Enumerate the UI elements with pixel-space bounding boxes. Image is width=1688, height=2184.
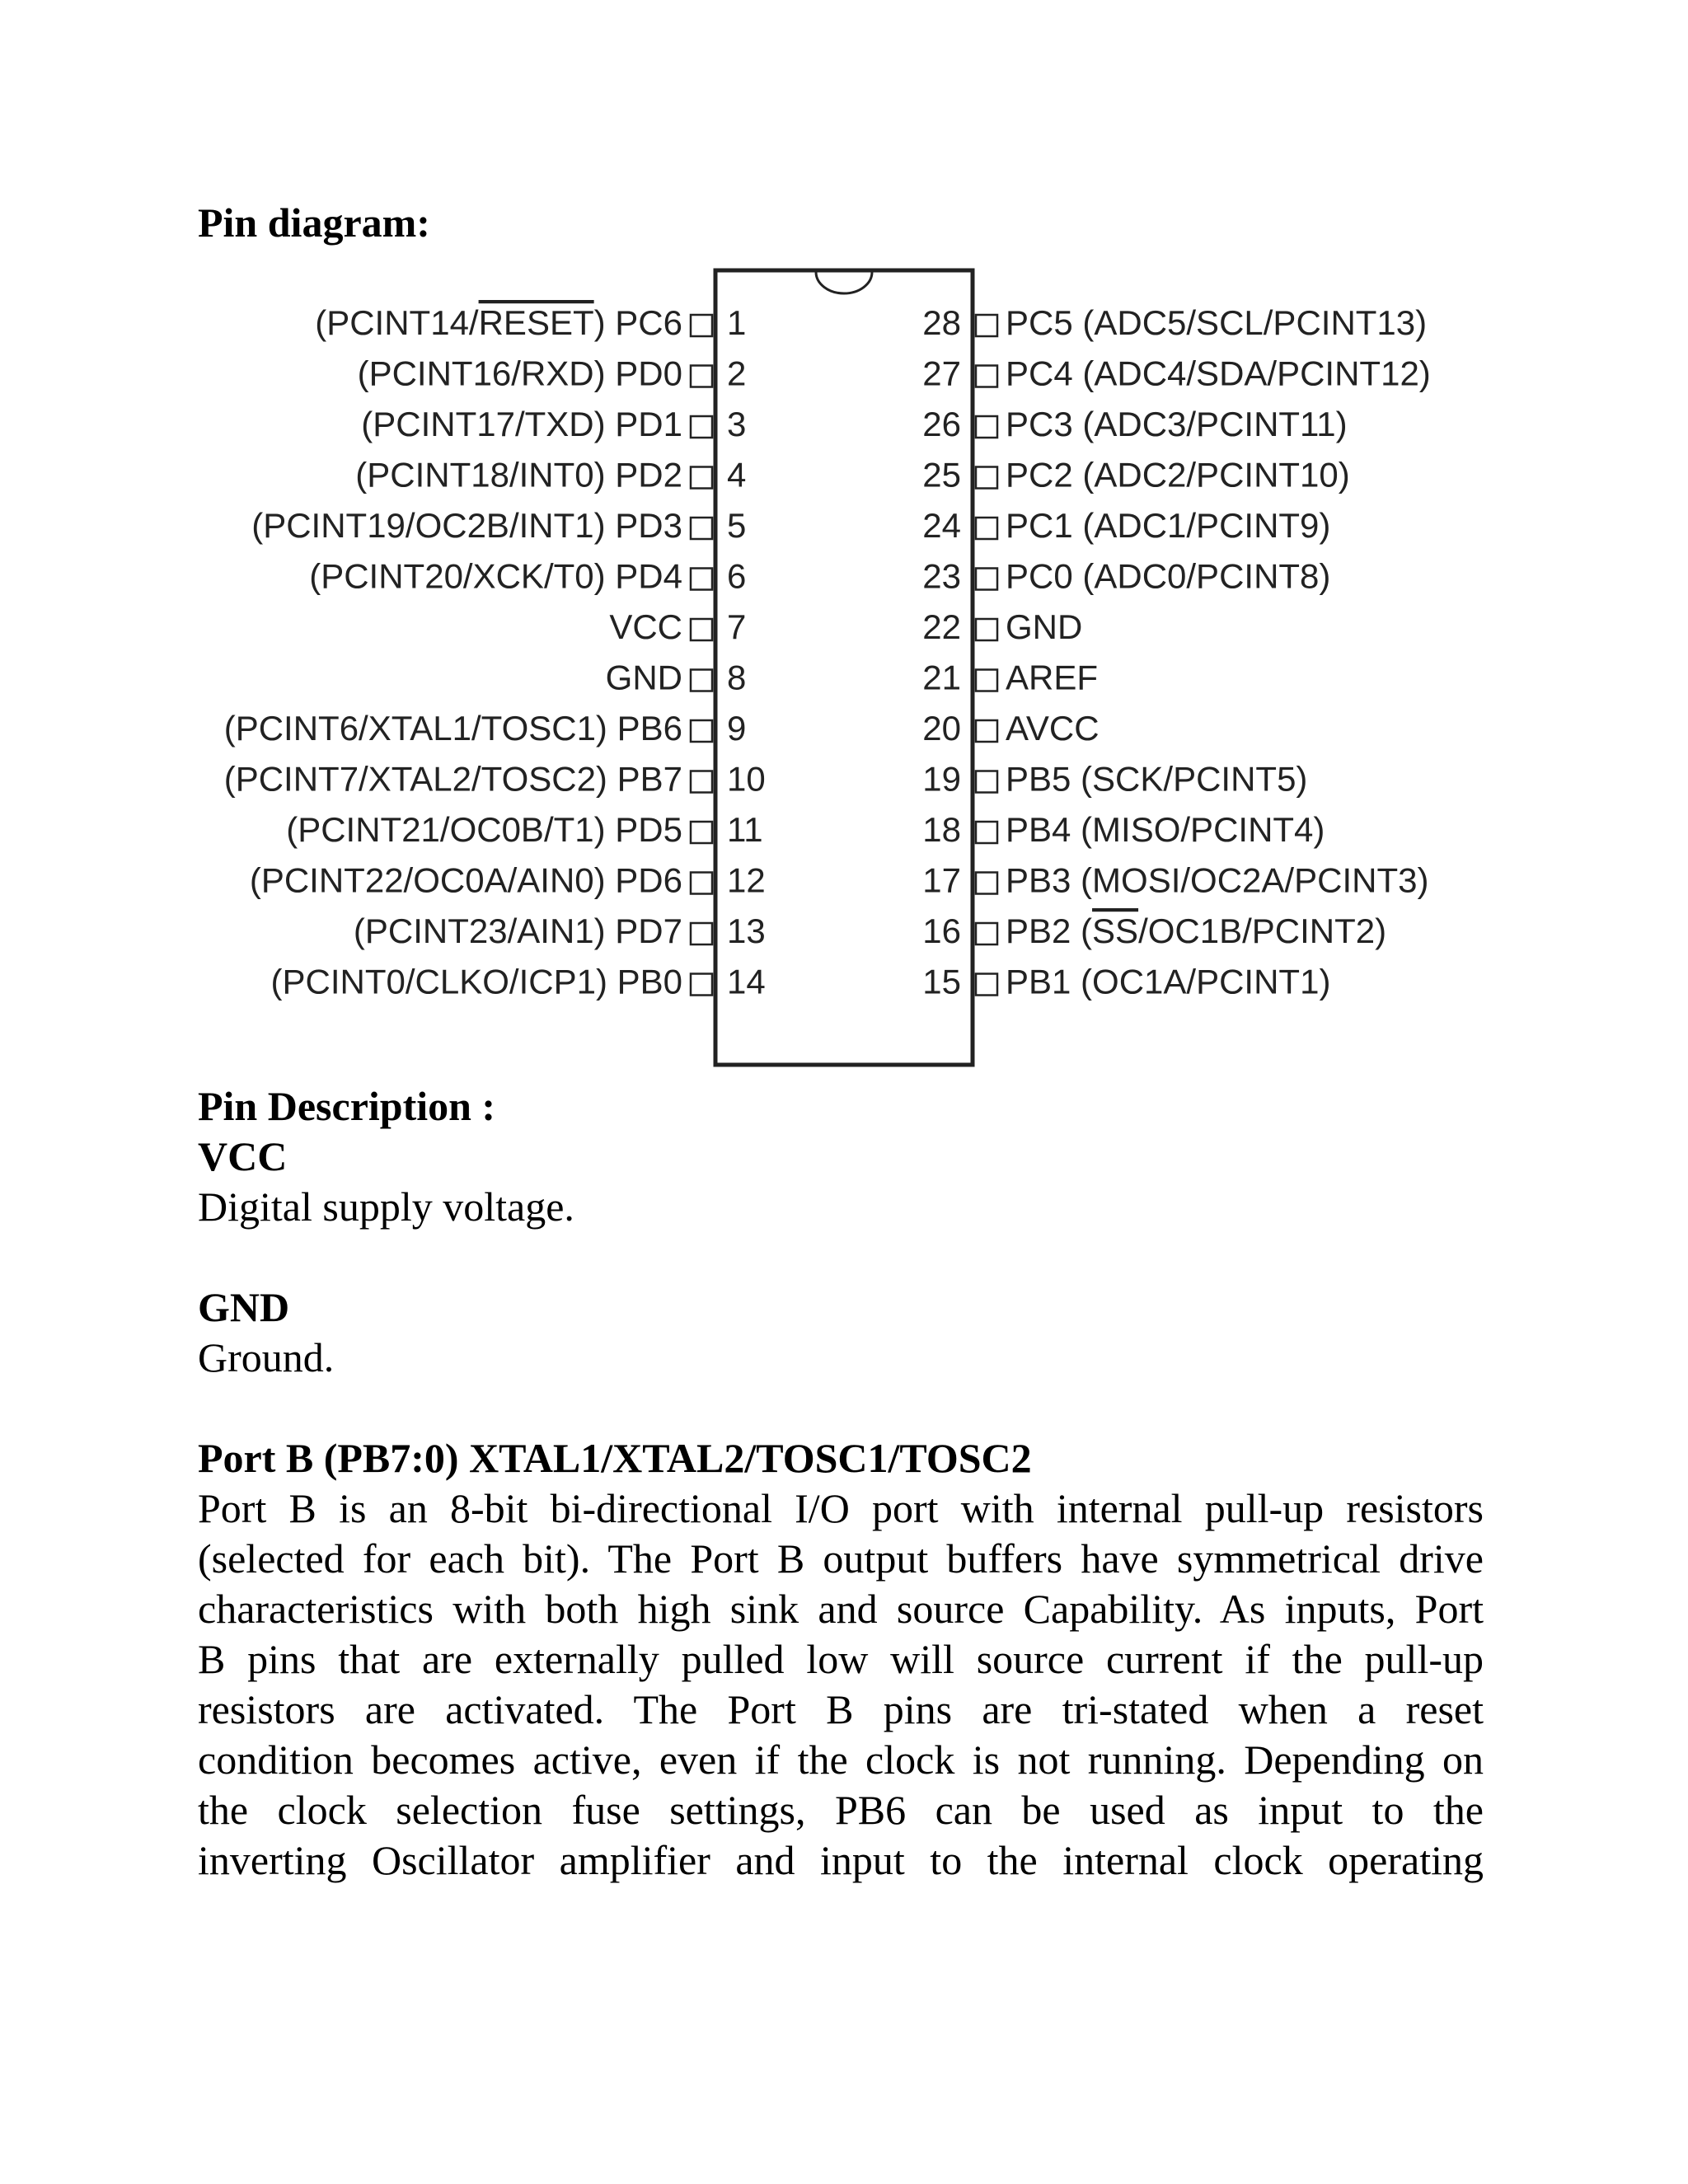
pin-number: 26: [922, 405, 961, 443]
gnd-description: Ground.: [198, 1334, 335, 1380]
paragraph-line: (selected for each bit). The Port B output buffers have symmetrical drive: [198, 1535, 1484, 1582]
pin-pad: [691, 315, 712, 336]
pin-label: (PCINT20/XCK/T0) PD4: [309, 556, 682, 596]
pin-number: 14: [727, 962, 766, 1001]
pin-diagram-heading: Pin diagram:: [198, 199, 430, 246]
pin-row-right: [922, 810, 1325, 849]
pin-pad: [976, 822, 997, 843]
pin-row-left: [355, 456, 746, 494]
pin-label: (PCINT7/XTAL2/TOSC2) PB7: [223, 759, 682, 799]
pin-diagram: [0, 247, 1688, 1088]
pin-row-right: [922, 506, 1330, 545]
pin-number: 9: [727, 709, 747, 748]
pin-number: 27: [922, 354, 961, 393]
pin-row-right: [922, 963, 1330, 1001]
pin-pad: [691, 974, 712, 996]
pin-number: 19: [922, 759, 961, 799]
pin-row-right: [922, 658, 1098, 697]
port-b-paragraph: [198, 1483, 1484, 1886]
pin-pad: [691, 720, 712, 742]
pin-number: 13: [727, 912, 766, 950]
pin-pad: [691, 619, 712, 640]
pin-number: 22: [922, 607, 961, 646]
pin-number: 12: [727, 860, 766, 900]
pin-number: 18: [922, 810, 961, 849]
vcc-heading: VCC: [198, 1133, 288, 1179]
pin-label: PB5 (SCK/PCINT5): [1006, 759, 1308, 799]
pin-label: (PCINT0/CLKO/ICP1) PB0: [270, 962, 682, 1001]
pin-label: AVCC: [1006, 709, 1100, 748]
pin-number: 8: [727, 658, 747, 697]
pin-pad: [691, 771, 712, 793]
pin-label: PC5 (ADC5/SCL/PCINT13): [1006, 303, 1428, 342]
pin-label: (PCINT17/TXD) PD1: [361, 405, 682, 443]
pin-number: 25: [922, 455, 961, 494]
pin-number: 3: [727, 405, 747, 443]
pin-pad: [691, 518, 712, 539]
pin-row-right: [922, 607, 1082, 646]
pin-number: 24: [922, 506, 961, 545]
pin-label: PC3 (ADC3/PCINT11): [1006, 405, 1348, 443]
port-b-heading: Port B (PB7:0) XTAL1/XTAL2/TOSC1/TOSC2: [198, 1435, 1032, 1481]
pin-label: PB2 (SS/OC1B/PCINT2): [1006, 912, 1387, 950]
pin-pad: [976, 416, 997, 438]
pin-row-right: [922, 861, 1428, 900]
pin-row-right: [922, 405, 1347, 443]
pin-number: 1: [727, 303, 747, 342]
pin-pad: [976, 974, 997, 996]
paragraph-line: the clock selection fuse settings, PB6 can be used as input to the: [198, 1787, 1484, 1833]
pin-pad: [976, 467, 997, 489]
pin-pad: [976, 771, 997, 793]
pin-number: 6: [727, 556, 747, 596]
pin-label: PC1 (ADC1/PCINT9): [1006, 506, 1331, 545]
pin-number: 20: [922, 709, 961, 748]
pin-number: 16: [922, 912, 961, 950]
pin-row-left: [309, 557, 746, 596]
pin-label: PB4 (MISO/PCINT4): [1006, 810, 1325, 849]
pin-row-left: [224, 709, 747, 748]
pin-row-left: [315, 303, 746, 342]
pin-label: PC0 (ADC0/PCINT8): [1006, 556, 1331, 596]
pin-pad: [976, 670, 997, 691]
pin-pad: [691, 366, 712, 387]
pin-number: 4: [727, 455, 747, 494]
pin-row-left: [224, 760, 766, 799]
pin-row-left: [354, 912, 766, 950]
paragraph-line: inverting Oscillator amplifier and input to the internal clock operating: [198, 1837, 1484, 1883]
pin-pad: [976, 720, 997, 742]
pin-row-left: [250, 861, 766, 900]
paragraph-line: B pins that are externally pulled low will source current if the pull-up: [198, 1636, 1484, 1682]
pin-pad: [691, 416, 712, 438]
pin-pad: [691, 822, 712, 843]
pin-row-right: [922, 354, 1431, 393]
pin-pad: [976, 569, 997, 590]
pin-row-right: [922, 456, 1349, 494]
pin-label: PC4 (ADC4/SDA/PCINT12): [1006, 354, 1431, 393]
pin-pad: [691, 467, 712, 489]
pin-row-left: [271, 963, 766, 1001]
pin-label: VCC: [609, 607, 682, 646]
pin-label: (PCINT14/RESET) PC6: [315, 303, 682, 342]
paragraph-line: Port B is an 8-bit bi-directional I/O port with internal pull-up resistors: [198, 1485, 1484, 1531]
pin-pad: [976, 923, 997, 944]
pin-number: 7: [727, 607, 747, 646]
pin-label: (PCINT16/RXD) PD0: [357, 354, 682, 393]
pin-pad: [976, 518, 997, 539]
pin-row-left: [251, 506, 746, 545]
pin-label: (PCINT19/OC2B/INT1) PD3: [251, 506, 682, 545]
pin-label: (PCINT6/XTAL1/TOSC1) PB6: [223, 709, 682, 748]
pin-pad: [691, 670, 712, 691]
pin-label: (PCINT22/OC0A/AIN0) PD6: [249, 860, 682, 900]
pin-label: (PCINT21/OC0B/T1) PD5: [286, 810, 682, 849]
pin-label: PB1 (OC1A/PCINT1): [1006, 962, 1331, 1001]
pin-label: PC2 (ADC2/PCINT10): [1006, 455, 1350, 494]
pin-number: 2: [727, 354, 747, 393]
vcc-description: Digital supply voltage.: [198, 1183, 574, 1230]
pin-row-left: [358, 354, 747, 393]
paragraph-line: condition becomes active, even if the clock is not running. Depending on: [198, 1736, 1484, 1783]
pins-left: [224, 303, 766, 1001]
pin-number: 15: [922, 962, 961, 1001]
pin-number: 21: [922, 658, 961, 697]
pin-number: 17: [922, 860, 961, 900]
pin-row-right: [922, 760, 1307, 799]
pin-number: 11: [727, 810, 763, 849]
pin-label: GND: [1006, 607, 1083, 646]
pin-row-left: [361, 405, 746, 443]
pin-label: (PCINT18/INT0) PD2: [355, 455, 682, 494]
paragraph-line: characteristics with both high sink and source Capability. As inputs, Port: [198, 1586, 1484, 1632]
pin-number: 23: [922, 556, 961, 596]
pin-label: (PCINT23/AIN1) PD7: [353, 912, 682, 950]
pin-row-right: [922, 557, 1330, 596]
paragraph-line: resistors are activated. The Port B pins are tri-stated when a reset: [198, 1686, 1484, 1732]
pin-number: 10: [727, 759, 766, 799]
pin-pad: [976, 366, 997, 387]
pin-label: AREF: [1006, 658, 1099, 697]
pin-pad: [976, 873, 997, 894]
pin-label: GND: [605, 658, 682, 697]
pin-row-right: [922, 303, 1427, 342]
pin-label: PB3 (MOSI/OC2A/PCINT3): [1006, 860, 1429, 900]
pin-row-right: [922, 709, 1099, 748]
pin-pad: [976, 619, 997, 640]
pin-pad: [691, 873, 712, 894]
pin-number: 5: [727, 506, 747, 545]
gnd-heading: GND: [198, 1284, 290, 1330]
pin-description-heading: Pin Description :: [198, 1083, 496, 1129]
pin-pad: [691, 569, 712, 590]
pins-right: [922, 303, 1431, 1001]
pin-row-right: [922, 912, 1386, 950]
pin-row-left: [286, 810, 762, 849]
pin-number: 28: [922, 303, 961, 342]
pin-pad: [976, 315, 997, 336]
pin-pad: [691, 923, 712, 944]
